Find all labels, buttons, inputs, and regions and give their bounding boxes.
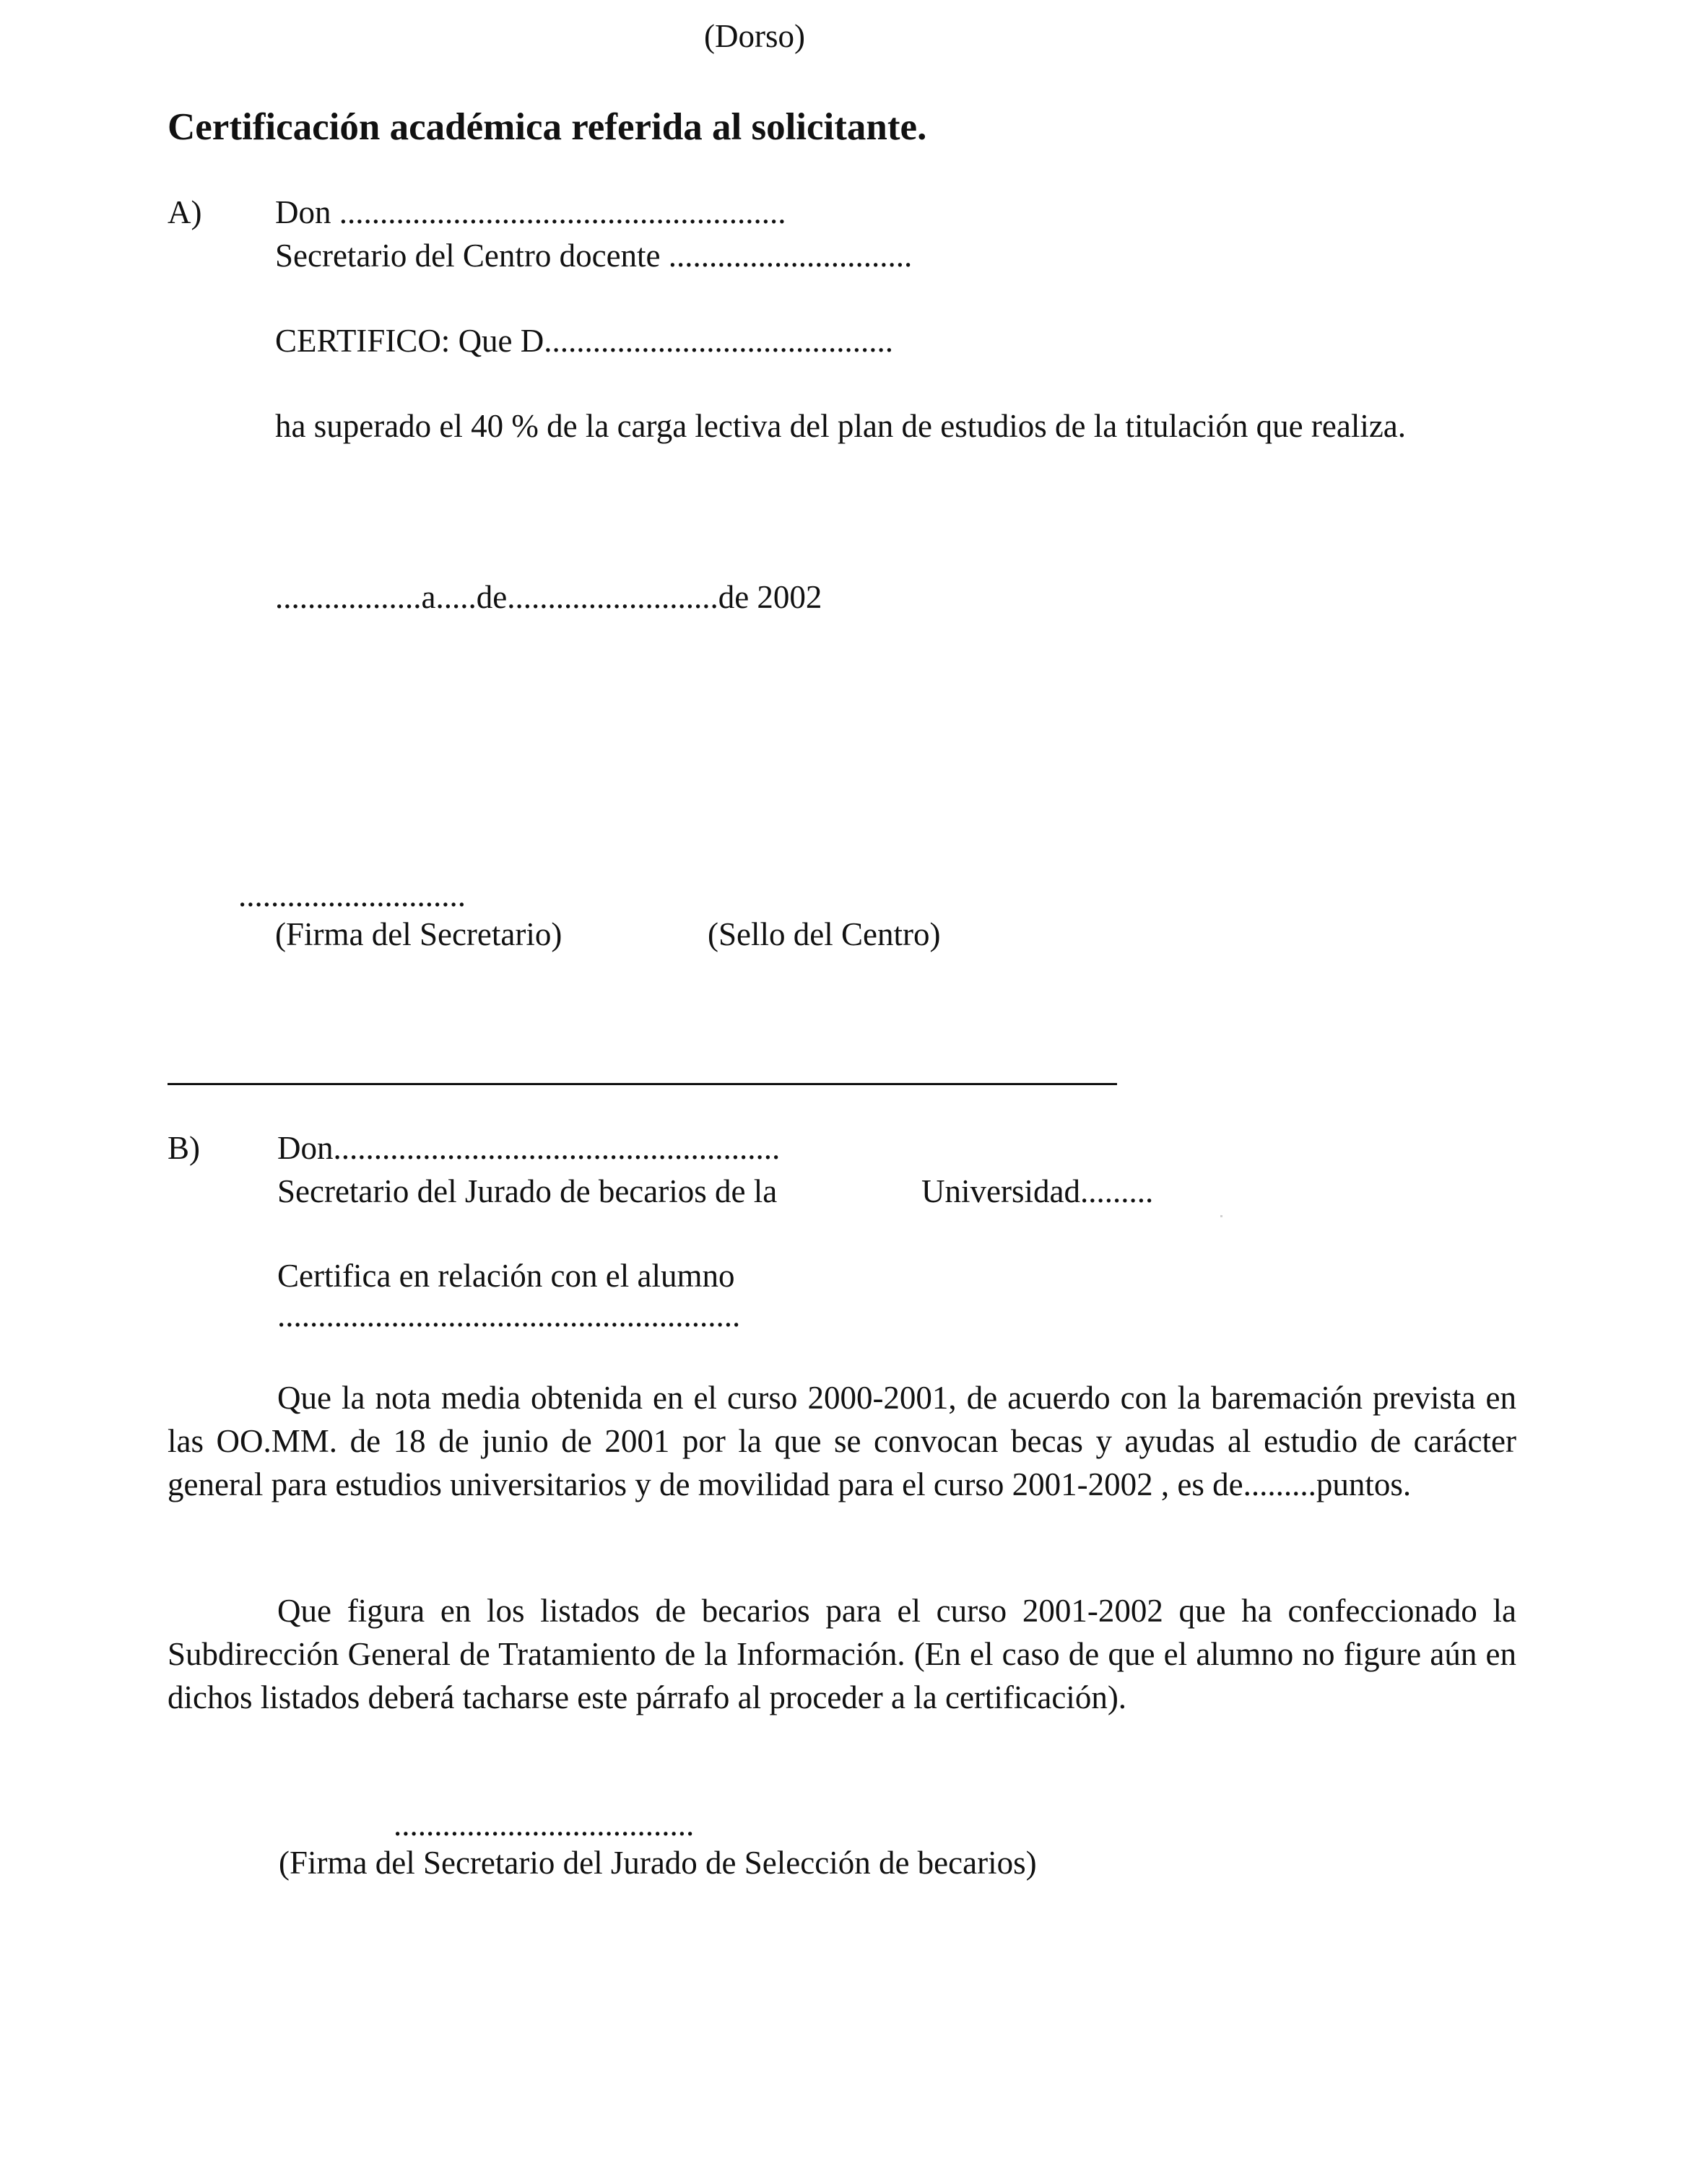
section-a-seal-label: (Sello del Centro): [708, 916, 941, 952]
page-side-label: (Dorso): [704, 18, 805, 54]
section-a-secretario-line: Secretario del Centro docente ..............................: [275, 238, 913, 274]
section-a-signature-dots: ............................: [238, 877, 466, 913]
section-b-don-line: Don.......................................................: [277, 1130, 781, 1166]
section-b-marker: B): [168, 1130, 200, 1166]
section-b-secretario-line: Secretario del Jurado de becarios de la: [277, 1173, 778, 1209]
section-a-certifico-line: CERTIFICO: Que D...........................................: [275, 323, 894, 359]
section-divider: [168, 1083, 1117, 1085]
section-b-paragraph-2: Que figura en los listados de becarios para el curso 2001-2002 que ha confeccionado la Subdirección General de Tratamiento de la Información. (En el caso de que el alumno no figure aún en dichos listados deberá tacharse este párrafo al proceder a la certificación).: [168, 1593, 1516, 1715]
section-b-paragraph-1: Que la nota media obtenida en el curso 2000-2001, de acuerdo con la baremación prevista en las OO.MM. de 18 de junio de 2001 por la que se convocan becas y ayudas al estudio de carácter general para estudios universitarios y de movilidad para el curso 2001-2002 , es de.........puntos.: [168, 1380, 1516, 1502]
section-b-signature-label: (Firma del Secretario del Jurado de Selección de becarios): [279, 1845, 1037, 1881]
scan-speck: [1220, 1215, 1222, 1217]
document-title: Certificación académica referida al solicitante.: [168, 106, 927, 148]
section-a-date-line: ..................a.....de..........................de 2002: [275, 579, 822, 615]
section-a-marker: A): [168, 194, 202, 230]
section-a-don-line: Don .......................................................: [275, 194, 786, 230]
section-b-signature-dots: .....................................: [394, 1806, 695, 1843]
section-b-certifica-line: Certifica en relación con el alumno: [277, 1258, 735, 1294]
section-a-statement: ha superado el 40 % de la carga lectiva del plan de estudios de la titulación que realiza.: [275, 408, 1407, 444]
section-b-alumno-dots: .........................................................: [277, 1297, 741, 1334]
section-a-signature-label: (Firma del Secretario): [275, 916, 562, 952]
section-b-universidad-line: Universidad.........: [921, 1173, 1154, 1209]
